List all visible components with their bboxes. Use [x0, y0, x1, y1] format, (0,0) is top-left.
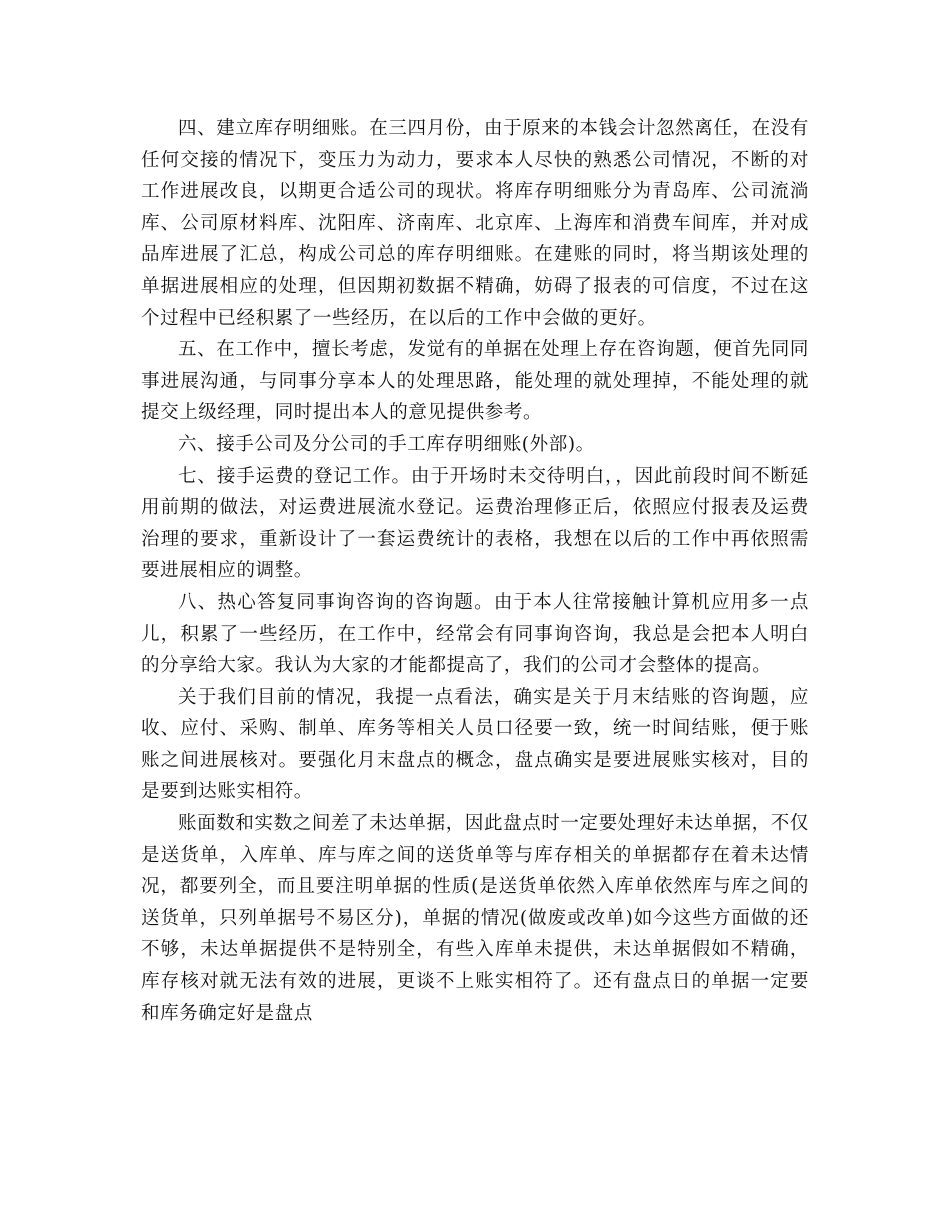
paragraph-helping-colleagues: 八、热心答复同事询咨询的咨询题。由于本人往常接触计算机应用多一点儿，积累了一些经历，在工作中，经常会有同事询咨询，我总是会把本人明白的分享给大家。我认为大家的才能都提高了，我们的公司才会整体的提高。: [141, 591, 809, 677]
paragraph-freight-registration: 七、接手运费的登记工作。由于开场时未交待明白，，因此前段时间不断延用前期的做法，对运费进展流水登记。运费治理修正后，依照应付报表及运费治理的要求，重新设计了一套运费统计的表格，我想在以后的工作中再依照需要进展相应的调整。: [141, 465, 809, 582]
paragraph-month-end-closing: 关于我们目前的情况，我提一点看法，确实是关于月末结账的咨询题，应收、应付、采购、制单、库务等相关人员口径要一致，统一时间结账，便于账账之间进展核对。要强化月末盘点的概念，盘点确实是要进展账实核对，目的是要到达账实相符。: [141, 686, 809, 803]
document-body: [141, 113, 809, 1029]
paragraph-unreconciled-documents: 账面数和实数之间差了未达单据，因此盘点时一定要处理好未达单据，不仅是送货单，入库单、库与库之间的送货单等与库存相关的单据都存在着未达情况，都要列全，而且要注明单据的性质(是送货单依然入库单依然库与库之间的送货单，只列单据号不易区分)，单据的情况(做废或改单)如今这些方面做的还不够，未达单据提供不是特别全，有些入库单未提供，未达单据假如不精确，库存核对就无法有效的进展，更谈不上账实相符了。还有盘点日的单据一定要和库务确定好是盘点: [141, 813, 809, 1024]
paragraph-inventory-ledger: 四、建立库存明细账。在三四月份，由于原来的本钱会计忽然离任，在没有任何交接的情况下，变压力为动力，要求本人尽快的熟悉公司情况，不断的对工作进展改良，以期更合适公司的现状。将库存明细账分为青岛库、公司流淌库、公司原材料库、沈阳库、济南库、北京库、上海库和消费车间库，并对成品库进展了汇总，构成公司总的库存明细账。在建账的同时，将当期该处理的单据进展相应的处理，但因期初数据不精确，妨碍了报表的可信度，不过在这个过程中已经积累了一些经历，在以后的工作中会做的更好。: [141, 118, 809, 329]
paragraph-work-reflection: 五、在工作中，擅长考虑，发觉有的单据在处理上存在咨询题，便首先同同事进展沟通，与同事分享本人的处理思路，能处理的就处理掉，不能处理的就提交上级经理，同时提出本人的意见提供参考。: [141, 339, 809, 424]
paragraph-manual-ledger: 六、接手公司及分公司的手工库存明细账(外部)。: [178, 433, 595, 455]
